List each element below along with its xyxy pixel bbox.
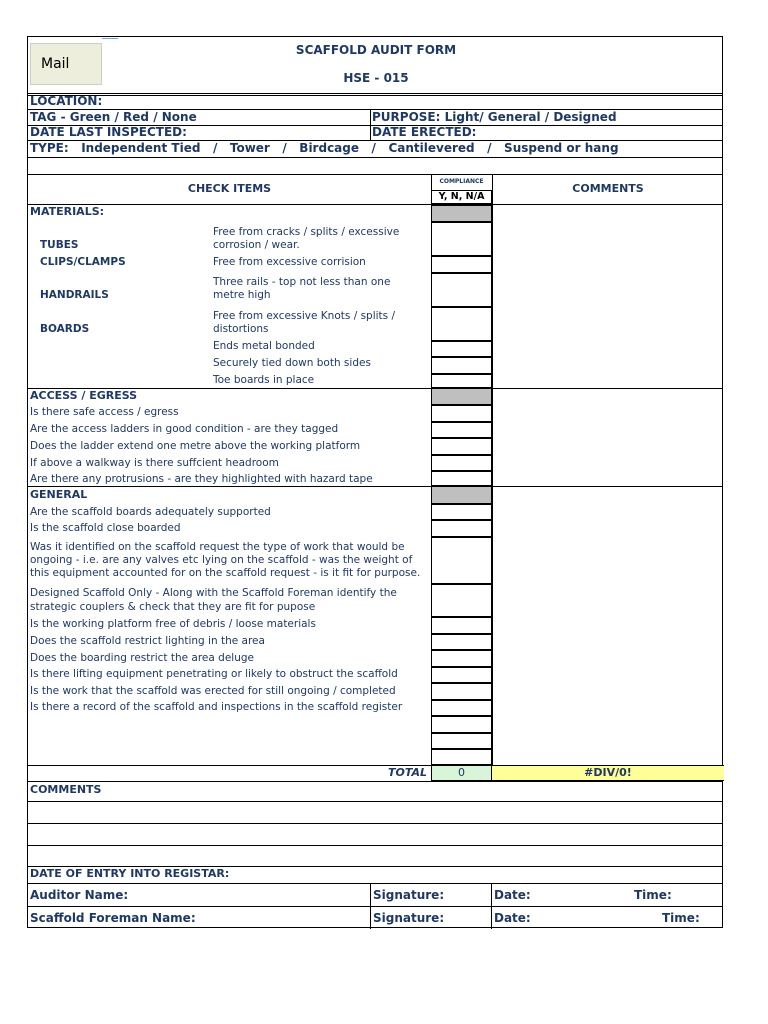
compliance-cell[interactable]	[431, 438, 492, 455]
auditor-name-label: Auditor Name:	[30, 888, 129, 902]
footer-comments-label: COMMENTS	[30, 783, 102, 796]
general-item-6: Does the scaffold restrict lighting in the area	[30, 635, 265, 647]
compliance-cell[interactable]	[431, 222, 492, 256]
compliance-cell[interactable]	[431, 405, 492, 422]
general-item-5: Is the working platform free of debris / loose materials	[30, 618, 316, 630]
form-code: HSE - 015	[343, 71, 409, 85]
access-item-2: Are the access ladders in good condition - are they tagged	[30, 423, 339, 435]
foreman-time-label: Time:	[662, 911, 700, 925]
compliance-cell[interactable]	[431, 650, 492, 667]
check-items-header: CHECK ITEMS	[187, 182, 272, 195]
compliance-cell[interactable]	[431, 307, 492, 341]
tag-label: TAG - Green / Red / None	[30, 110, 197, 124]
compliance-cell[interactable]	[431, 273, 492, 307]
compliance-cell[interactable]	[431, 700, 492, 716]
boards-label: BOARDS	[40, 323, 90, 335]
general-item-8: Is there lifting equipment penetrating or likely to obstruct the scaffold	[30, 668, 398, 680]
compliance-cell[interactable]	[431, 341, 492, 357]
foreman-signature-label: Signature:	[373, 911, 445, 925]
compliance-cell	[431, 205, 492, 222]
mail-button[interactable]: Mail	[30, 43, 102, 85]
access-item-3: Does the ladder extend one metre above the working platform	[30, 440, 361, 452]
compliance-cell[interactable]	[431, 520, 492, 537]
materials-heading: MATERIALS:	[30, 205, 105, 218]
auditor-signature-label: Signature:	[373, 888, 445, 902]
handrails-label: HANDRAILS	[40, 289, 109, 301]
compliance-cell[interactable]	[431, 471, 492, 486]
compliance-cell[interactable]	[431, 374, 492, 388]
date-last-inspected-label: DATE LAST INSPECTED:	[30, 125, 187, 139]
total-label: TOTAL	[387, 766, 427, 779]
material-desc-1: Free from cracks / splits / excessive corrosion / wear.	[213, 226, 400, 251]
material-desc-2: Free from excessive corrision	[213, 256, 366, 268]
compliance-cell[interactable]	[431, 504, 492, 520]
compliance-header: COMPLIANCE	[439, 178, 484, 185]
tubes-label: TUBES	[40, 239, 79, 251]
clips-label: CLIPS/CLAMPS	[40, 256, 126, 268]
compliance-cell[interactable]	[431, 733, 492, 749]
compliance-cell[interactable]	[431, 749, 492, 765]
general-item-3b: ongoing - i.e. are any valves etc lying on the scaffold - was the weight of	[30, 554, 413, 566]
date-entry-label: DATE OF ENTRY INTO REGISTAR:	[30, 867, 230, 880]
comments-header: COMMENTS	[572, 182, 644, 195]
compliance-cell[interactable]	[431, 634, 492, 650]
general-item-2: Is the scaffold close boarded	[30, 522, 181, 534]
access-item-4: If above a walkway is there suffcient headroom	[30, 457, 279, 469]
compliance-cell[interactable]	[431, 683, 492, 700]
material-desc-7: Toe boards in place	[213, 374, 315, 386]
foreman-date-label: Date:	[494, 911, 531, 925]
general-item-4b: strategic couplers & check that they are fit for pupose	[30, 601, 316, 613]
compliance-cell[interactable]	[431, 422, 492, 438]
compliance-cell	[431, 388, 492, 405]
auditor-time-label: Time:	[634, 888, 672, 902]
total-result: #DIV/0!	[492, 765, 724, 781]
material-desc-6: Securely tied down both sides	[213, 357, 371, 369]
general-item-7: Does the boarding restrict the area deluge	[30, 652, 254, 664]
compliance-cell[interactable]	[431, 584, 492, 617]
compliance-cell[interactable]	[431, 617, 492, 634]
compliance-cell	[431, 486, 492, 504]
general-item-10: Is there a record of the scaffold and inspections in the scaffold register	[30, 701, 403, 713]
general-item-1: Are the scaffold boards adequately supported	[30, 506, 271, 518]
compliance-cell[interactable]	[431, 716, 492, 733]
access-item-1: Is there safe access / egress	[30, 406, 179, 418]
date-erected-label: DATE ERECTED:	[372, 125, 477, 139]
general-item-9: Is the work that the scaffold was erected for still ongoing / completed	[30, 685, 396, 697]
compliance-cell[interactable]	[431, 256, 492, 273]
location-label: LOCATION:	[30, 94, 103, 108]
ynna-header: Y, N, N/A	[431, 190, 492, 204]
purpose-label: PURPOSE: Light/ General / Designed	[372, 110, 617, 124]
material-desc-3: Three rails - top not less than one metre high	[213, 276, 391, 301]
form-title: SCAFFOLD AUDIT FORM	[295, 43, 457, 57]
access-item-5: Are there any protrusions - are they highlighted with hazard tape	[30, 473, 373, 485]
foreman-name-label: Scaffold Foreman Name:	[30, 911, 196, 925]
compliance-cell[interactable]	[431, 357, 492, 374]
total-value: 0	[431, 765, 492, 781]
general-item-4a: Designed Scaffold Only - Along with the Scaffold Foreman identify the	[30, 587, 397, 599]
compliance-cell[interactable]	[431, 667, 492, 683]
type-label: TYPE: Independent Tied / Tower / Birdcage / Cantilevered / Suspend or hang	[30, 141, 619, 155]
compliance-cell[interactable]	[431, 537, 492, 584]
access-heading: ACCESS / EGRESS	[30, 389, 138, 402]
compliance-cell[interactable]	[431, 455, 492, 471]
scaffold-audit-form	[27, 36, 723, 928]
material-desc-5: Ends metal bonded	[213, 340, 315, 352]
general-heading: GENERAL	[30, 488, 88, 501]
material-desc-4: Free from excessive Knots / splits / distortions	[213, 310, 395, 335]
auditor-date-label: Date:	[494, 888, 531, 902]
general-item-3a: Was it identified on the scaffold request the type of work that would be	[30, 541, 405, 553]
general-item-3c: this equipment accounted for on the scaffold request - is it fit for purpose.	[30, 567, 421, 579]
logo-fragment-icon	[102, 38, 118, 42]
